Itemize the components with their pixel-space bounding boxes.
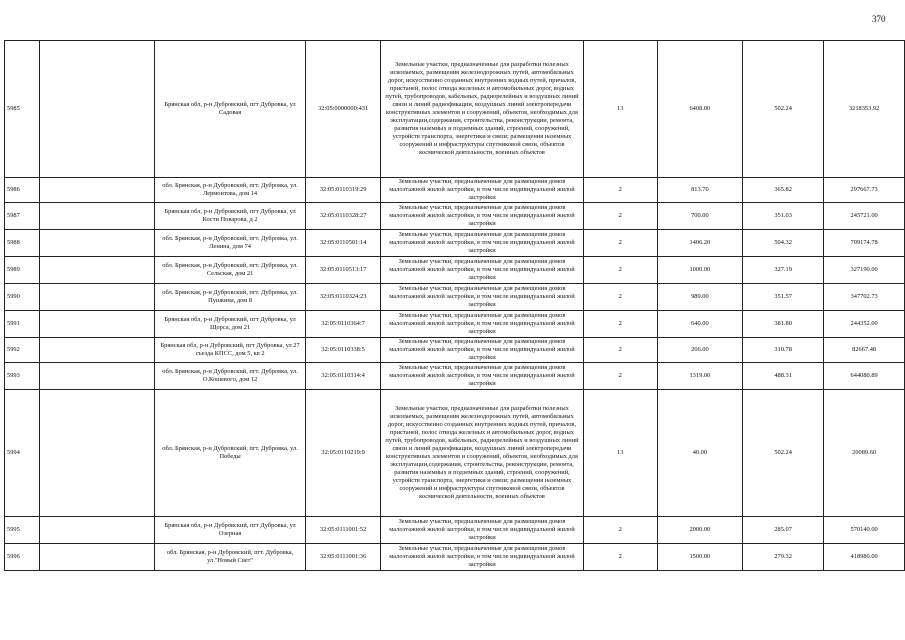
cadastral-number-cell: 32:05:0000000:431 — [305, 41, 380, 178]
address-cell: Брянская обл, р-н Дубровский, пгт Дубровка, ул Озерная — [155, 517, 306, 544]
address-cell: обл. Брянская, р-н Дубровский, пгт. Дубровка, ул. Победы — [155, 390, 306, 517]
address-cell: обл. Брянская, р-н Дубровский, пгт. Дубровка, ул."Новый Свет" — [155, 544, 306, 571]
cadastral-value-cell: 347702.73 — [824, 284, 905, 311]
land-category-cell: Земельные участки, предназначенные для размещения домов малоэтажной жилой застройки, в том числе индивидуальной жилой застройки — [381, 203, 583, 230]
area-cell: 1319.00 — [657, 363, 742, 390]
cadastral-number-cell: 32:05:0110364:7 — [305, 311, 380, 338]
cadastral-value-cell: 297667.73 — [824, 178, 905, 203]
category-code-cell: 13 — [583, 390, 657, 517]
rate-cell: 279.32 — [743, 544, 824, 571]
row-number-cell: 5990 — [5, 284, 40, 311]
cadastral-value-cell: 3218353.92 — [824, 41, 905, 178]
rate-cell: 310.78 — [743, 338, 824, 363]
rate-cell: 365.82 — [743, 178, 824, 203]
empty-cell — [40, 363, 155, 390]
row-number-cell: 5989 — [5, 257, 40, 284]
category-code-cell: 2 — [583, 203, 657, 230]
cadastral-value-cell: 644080.89 — [824, 363, 905, 390]
empty-cell — [40, 257, 155, 284]
address-cell: Брянская обл, р-н Дубровский, пгт Дубровка, ул 27 съезда КПСС, дом 5, кв 2 — [155, 338, 306, 363]
empty-cell — [40, 284, 155, 311]
cadastral-number-cell: 32:05:0111001:36 — [305, 544, 380, 571]
table-row — [5, 203, 905, 230]
address-cell: обл. Брянская, р-н Дубровский, пгт. Дубровка, ул. Лермонтова, дом 14 — [155, 178, 306, 203]
table-row — [5, 230, 905, 257]
empty-cell — [40, 338, 155, 363]
area-cell: 1406.20 — [657, 230, 742, 257]
address-cell: Брянская обл, р-н Дубровский, пгт Дубровка, ул Щорса, дом 21 — [155, 311, 306, 338]
category-code-cell: 2 — [583, 338, 657, 363]
land-category-cell: Земельные участки, предназначенные для размещения домов малоэтажной жилой застройки, в том числе индивидуальной жилой застройки — [381, 178, 583, 203]
land-category-cell: Земельные участки, предназначенные для разработки полезных ископаемых, размещения железнодорожных путей, автомобильных дорог, искусственно созданных внутренних водных путей, причалов, пристаней, полос отвода железных и автомобильных дорог, водных путей, трубопроводов, кабельных, радиорелейных и воздушных линий связи и линий радиофикации, воздушных линий электропередачи конструктивных элементов и сооружений, объектов, необходимых для эксплуатации,содержания, строительства, реконструкции, ремонта, развития наземных и подземных зданий, строений, сооружений, устройств транспорта, энергетики и связи; размещения наземных сооружений и инфраструктуры спутниковой связи, объектов космической деятельности, военных объектов — [381, 390, 583, 517]
area-cell: 6408.00 — [657, 41, 742, 178]
area-cell: 640.00 — [657, 311, 742, 338]
address-cell: обл. Брянская, р-н Дубровский, пгт. Дубровка, ул. О.Кошевого, дом 12 — [155, 363, 306, 390]
empty-cell — [40, 178, 155, 203]
rate-cell: 502.24 — [743, 390, 824, 517]
rate-cell: 381.80 — [743, 311, 824, 338]
cadastral-number-cell: 32:05:0110513:17 — [305, 257, 380, 284]
cadastral-value-cell: 245721.00 — [824, 203, 905, 230]
category-code-cell: 2 — [583, 257, 657, 284]
area-cell: 813.70 — [657, 178, 742, 203]
land-category-cell: Земельные участки, предназначенные для размещения домов малоэтажной жилой застройки, в том числе индивидуальной жилой застройки — [381, 311, 583, 338]
empty-cell — [40, 517, 155, 544]
cadastral-number-cell: 32:05:0110319:29 — [305, 178, 380, 203]
rate-cell: 285.07 — [743, 517, 824, 544]
rate-cell: 351.57 — [743, 284, 824, 311]
cadastral-number-cell: 32:05:0110219:9 — [305, 390, 380, 517]
category-code-cell: 13 — [583, 41, 657, 178]
table-row — [5, 544, 905, 571]
category-code-cell: 2 — [583, 544, 657, 571]
land-category-cell: Земельные участки, предназначенные для размещения домов малоэтажной жилой застройки, в том числе индивидуальной жилой застройки — [381, 338, 583, 363]
area-cell: 700.00 — [657, 203, 742, 230]
area-cell: 1000.00 — [657, 257, 742, 284]
empty-cell — [40, 311, 155, 338]
row-number-cell: 5988 — [5, 230, 40, 257]
row-number-cell: 5993 — [5, 363, 40, 390]
area-cell: 989.00 — [657, 284, 742, 311]
land-category-cell: Земельные участки, предназначенные для размещения домов малоэтажной жилой застройки, в том числе индивидуальной жилой застройки — [381, 544, 583, 571]
cadastral-number-cell: 32:05:0110338:5 — [305, 338, 380, 363]
land-category-cell: Земельные участки, предназначенные для размещения домов малоэтажной жилой застройки, в том числе индивидуальной жилой застройки — [381, 517, 583, 544]
table-row — [5, 41, 905, 178]
land-category-cell: Земельные участки, предназначенные для размещения домов малоэтажной жилой застройки, в том числе индивидуальной жилой застройки — [381, 257, 583, 284]
cadastral-value-cell: 418980.00 — [824, 544, 905, 571]
table-row — [5, 257, 905, 284]
row-number-cell: 5991 — [5, 311, 40, 338]
table-body — [5, 41, 905, 571]
land-category-cell: Земельные участки, предназначенные для размещения домов малоэтажной жилой застройки, в том числе индивидуальной жилой застройки — [381, 363, 583, 390]
address-cell: обл. Брянская, р-н Дубровский, пгт. Дубровка, ул. Ленина, дом 74 — [155, 230, 306, 257]
table-row — [5, 284, 905, 311]
cadastral-value-cell: 327190.00 — [824, 257, 905, 284]
area-cell: 1500.00 — [657, 544, 742, 571]
category-code-cell: 2 — [583, 230, 657, 257]
row-number-cell: 5994 — [5, 390, 40, 517]
cadastral-number-cell: 32:05:0110328:27 — [305, 203, 380, 230]
cadastral-number-cell: 32:05:0110314:4 — [305, 363, 380, 390]
cadastral-value-cell: 709174.78 — [824, 230, 905, 257]
land-registry-table — [4, 40, 905, 571]
area-cell: 40.00 — [657, 390, 742, 517]
empty-cell — [40, 230, 155, 257]
address-cell: Брянская обл, р-н Дубровский, пгт Дубровка, ул Кости Поварова, д 2 — [155, 203, 306, 230]
empty-cell — [40, 544, 155, 571]
rate-cell: 351.03 — [743, 203, 824, 230]
area-cell: 2000.00 — [657, 517, 742, 544]
row-number-cell: 5985 — [5, 41, 40, 178]
address-cell: Брянская обл, р-н Дубровский, пгт Дубровка, ул Садовая — [155, 41, 306, 178]
table-row — [5, 311, 905, 338]
table-row — [5, 363, 905, 390]
category-code-cell: 2 — [583, 284, 657, 311]
cadastral-value-cell: 20089.60 — [824, 390, 905, 517]
row-number-cell: 5986 — [5, 178, 40, 203]
rate-cell: 504.32 — [743, 230, 824, 257]
row-number-cell: 5987 — [5, 203, 40, 230]
address-cell: обл. Брянская, р-н Дубровский, пгт. Дубровка, ул. Пушкина, дом 8 — [155, 284, 306, 311]
category-code-cell: 2 — [583, 517, 657, 544]
land-category-cell: Земельные участки, предназначенные для размещения домов малоэтажной жилой застройки, в том числе индивидуальной жилой застройки — [381, 230, 583, 257]
table-row — [5, 178, 905, 203]
page-number: 370 — [872, 14, 886, 24]
rate-cell: 327.19 — [743, 257, 824, 284]
row-number-cell: 5996 — [5, 544, 40, 571]
category-code-cell: 2 — [583, 311, 657, 338]
table-row — [5, 338, 905, 363]
rate-cell: 488.31 — [743, 363, 824, 390]
address-cell: обл. Брянская, р-н Дубровский, пгт. Дубровка, ул. Сельская, дом 21 — [155, 257, 306, 284]
row-number-cell: 5995 — [5, 517, 40, 544]
table-row — [5, 390, 905, 517]
row-number-cell: 5992 — [5, 338, 40, 363]
empty-cell — [40, 41, 155, 178]
empty-cell — [40, 203, 155, 230]
cadastral-number-cell: 32:05:0111001:52 — [305, 517, 380, 544]
cadastral-value-cell: 244352.00 — [824, 311, 905, 338]
category-code-cell: 2 — [583, 178, 657, 203]
land-category-cell: Земельные участки, предназначенные для размещения домов малоэтажной жилой застройки, в том числе индивидуальной жилой застройки — [381, 284, 583, 311]
empty-cell — [40, 390, 155, 517]
category-code-cell: 2 — [583, 363, 657, 390]
cadastral-number-cell: 32:05:0110501:14 — [305, 230, 380, 257]
cadastral-number-cell: 32:05:0110324:23 — [305, 284, 380, 311]
cadastral-value-cell: 570140.00 — [824, 517, 905, 544]
table-row — [5, 517, 905, 544]
rate-cell: 502.24 — [743, 41, 824, 178]
land-category-cell: Земельные участки, предназначенные для разработки полезных ископаемых, размещения железнодорожных путей, автомобильных дорог, искусственно созданных внутренних водных путей, причалов, пристаней, полос отвода железных и автомобильных дорог, водных путей, трубопроводов, кабельных, радиорелейных и воздушных линий связи и линий радиофикации, воздушных линий электропередачи конструктивных элементов и сооружений, объектов, необходимых для эксплуатации,содержания, строительства, реконструкции, ремонта, развития наземных и подземных зданий, строений, сооружений, устройств транспорта, энергетики и связи; размещения наземных сооружений и инфраструктуры спутниковой связи, объектов космической деятельности, военных объектов — [381, 41, 583, 178]
area-cell: 266.00 — [657, 338, 742, 363]
cadastral-value-cell: 82667.48 — [824, 338, 905, 363]
